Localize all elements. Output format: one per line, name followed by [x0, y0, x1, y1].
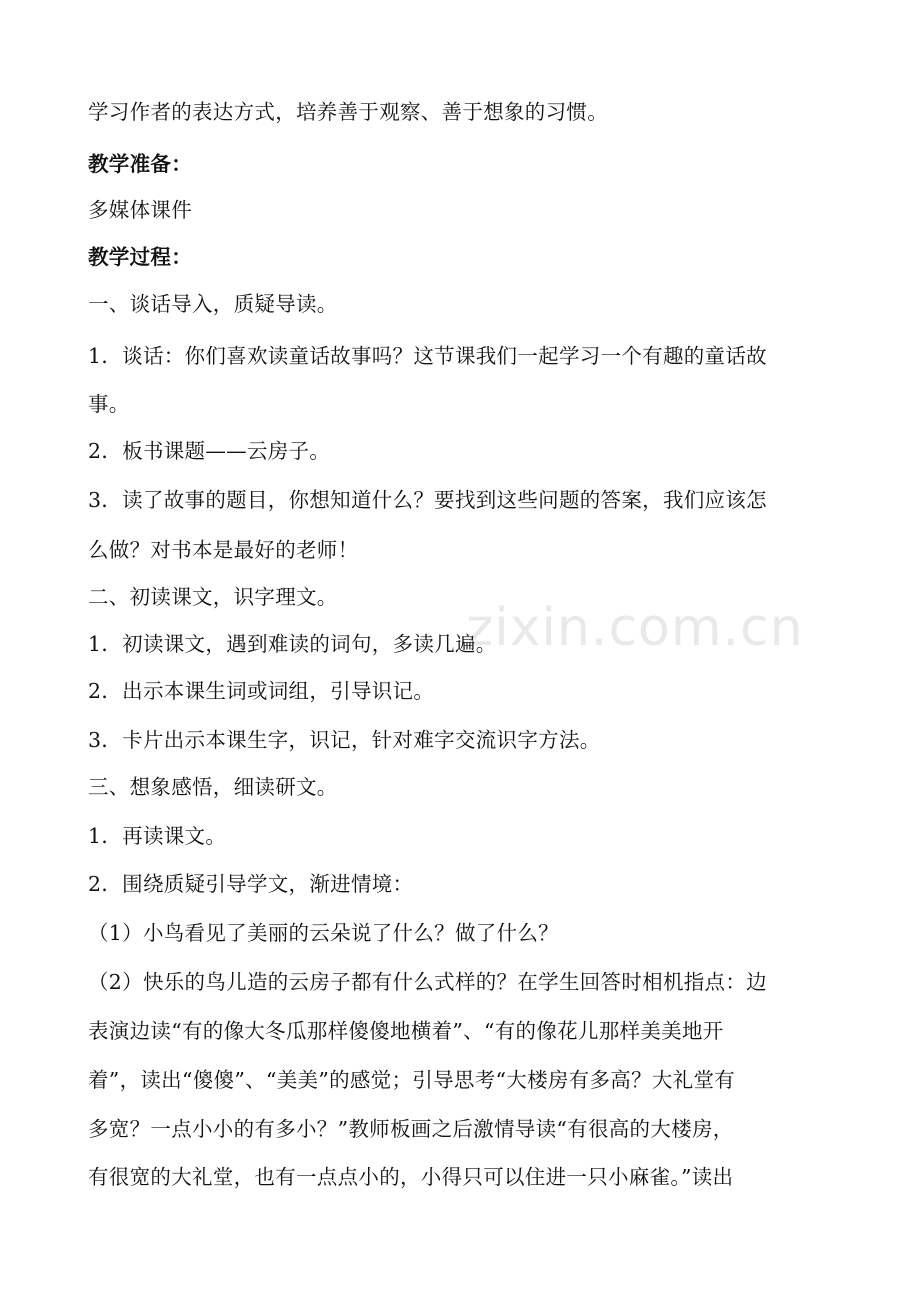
text-line-objective: 学习作者的表达方式，培养善于观察、善于想象的习惯。 [88, 100, 608, 124]
text-line: 2．围绕质疑引导学文，渐进情境： [88, 872, 414, 896]
text-line: 着”，读出“傻傻”、“美美”的感觉；引导思考“大楼房有多高？大礼堂有 [88, 1068, 736, 1092]
text-line-materials: 多媒体课件 [88, 198, 192, 222]
text-line: （2）快乐的鸟儿造的云房子都有什么式样的？在学生回答时相机指点：边 [88, 970, 767, 994]
text-line: 有很宽的大礼堂，也有一点点小的，小得只可以住进一只小麻雀。”读出 [88, 1165, 734, 1189]
text-line: 3．读了故事的题目，你想知道什么？要找到这些问题的答案，我们应该怎 [88, 488, 767, 512]
heading-preparation: 教学准备： [88, 152, 192, 176]
text-line: 事。 [88, 392, 130, 416]
text-line: 2．板书课题——云房子。 [88, 439, 331, 463]
text-line: 么做？对书本是最好的老师！ [88, 538, 359, 562]
text-line: 3．卡片出示本课生字，识记，针对难字交流识字方法。 [88, 728, 601, 752]
heading-process: 教学过程： [88, 245, 192, 269]
section-heading-2: 二、初读课文，识字理文。 [88, 585, 338, 609]
text-line: 1．初读课文，遇到难读的词句，多读几遍。 [88, 632, 497, 656]
text-line: （1）小鸟看见了美丽的云朵说了什么？做了什么？ [88, 921, 559, 945]
text-line: 表演边读“有的像大冬瓜那样傻傻地横着”、“有的像花儿那样美美地开 [88, 1019, 724, 1043]
text-line: 1．再读课文。 [88, 824, 227, 848]
section-heading-3: 三、想象感悟，细读研文。 [88, 775, 338, 799]
text-line: 多宽？一点小小的有多小？”教师板画之后激情导读“有很高的大楼房， [88, 1117, 734, 1141]
text-line: 2．出示本课生词或词组，引导识记。 [88, 679, 435, 703]
text-line: 1．谈话：你们喜欢读童话故事吗？这节课我们一起学习一个有趣的童话故 [88, 344, 767, 368]
section-heading-1: 一、谈话导入，质疑导读。 [88, 292, 338, 316]
watermark-text: zixin.com.cn [466, 598, 804, 658]
